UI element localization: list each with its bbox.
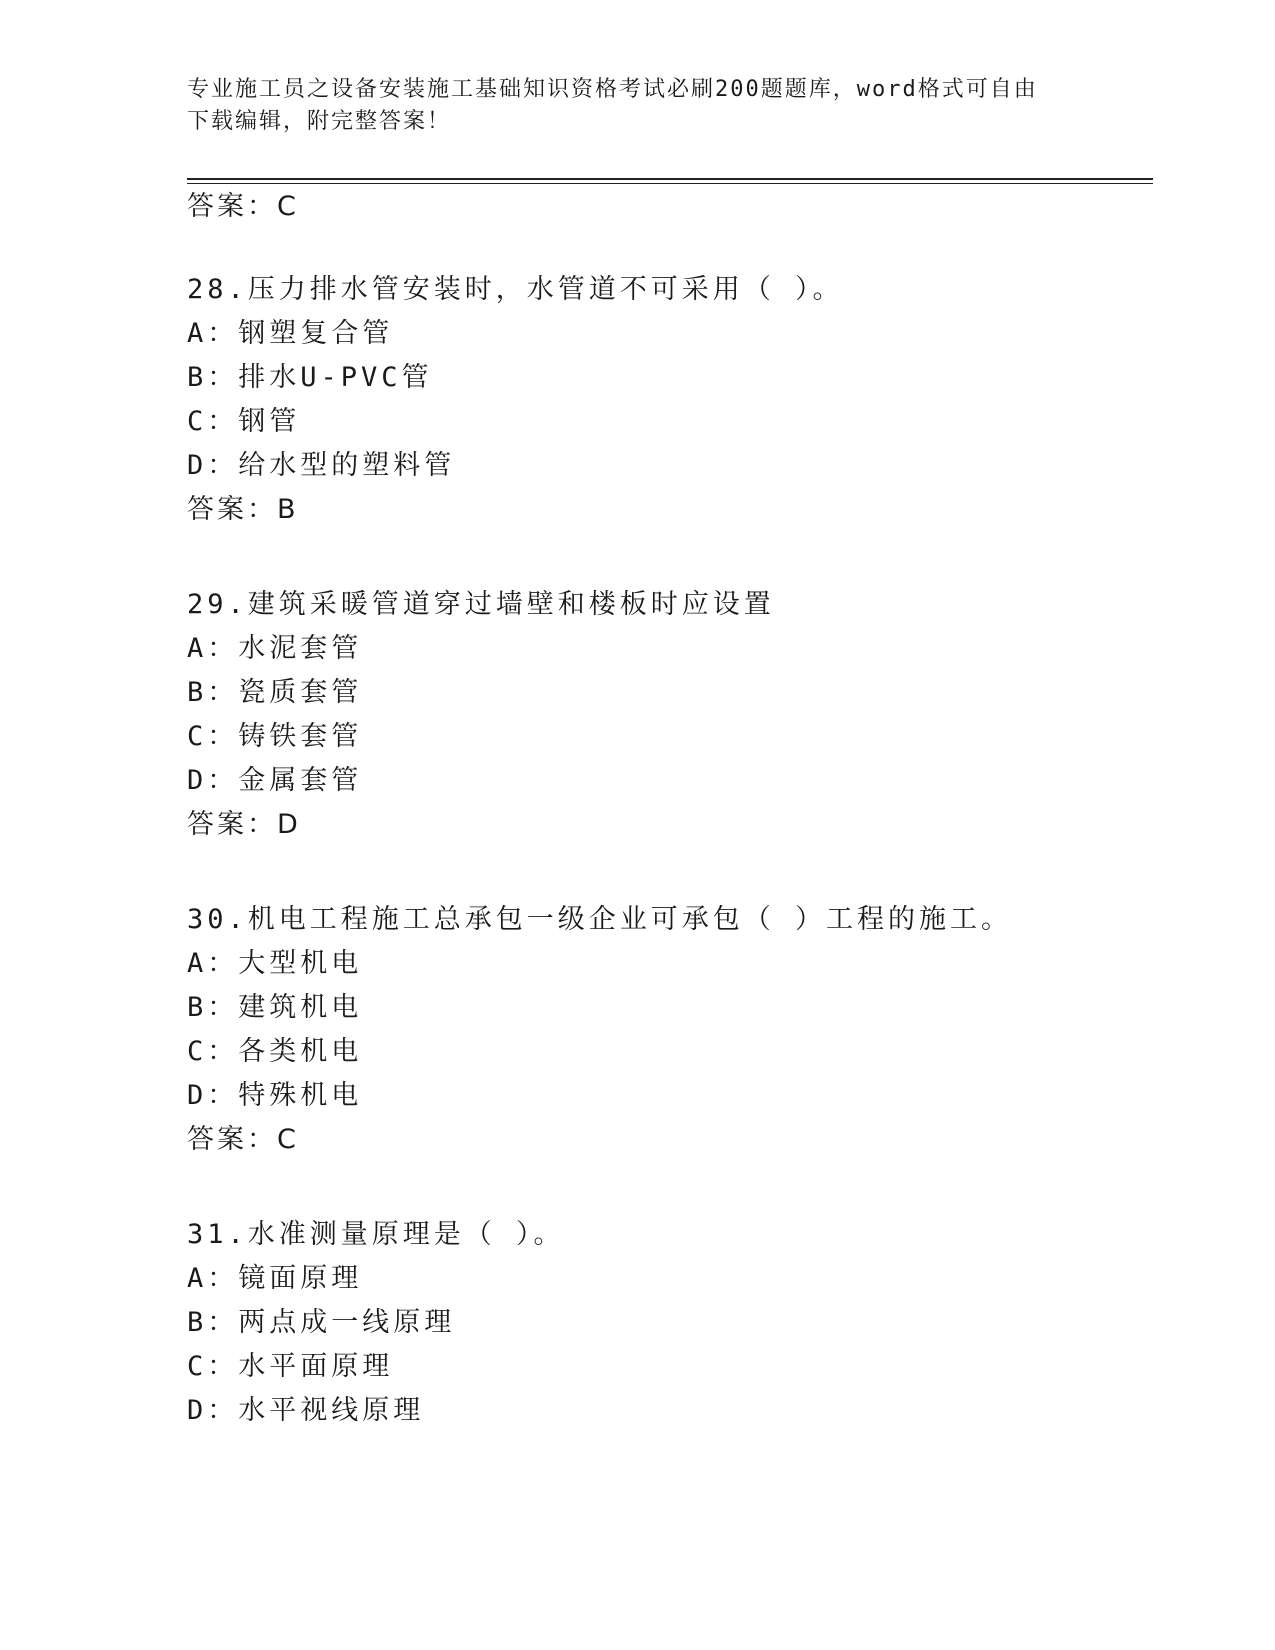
- question-29-option-c: C：铸铁套管: [187, 721, 363, 752]
- question-28-option-a: A：钢塑复合管: [187, 318, 394, 349]
- question-30-option-d: D：特殊机电: [187, 1080, 363, 1111]
- question-28-option-b: B：排水U-PVC管: [187, 362, 433, 393]
- question-28-option-d: D：给水型的塑料管: [187, 450, 456, 481]
- previous-answer: 答案：C: [187, 191, 299, 222]
- question-29-stem: 29.建筑采暖管道穿过墙壁和楼板时应设置: [187, 589, 775, 620]
- question-30-answer: 答案：C: [187, 1124, 299, 1155]
- document-header: [187, 74, 1067, 138]
- question-30-stem: 30.机电工程施工总承包一级企业可承包（ ）工程的施工。: [187, 904, 1013, 935]
- question-28-answer: 答案：B: [187, 494, 299, 525]
- question-31-option-a: A：镜面原理: [187, 1263, 363, 1294]
- question-29-option-d: D：金属套管: [187, 765, 363, 796]
- question-30-option-c: C：各类机电: [187, 1036, 363, 1067]
- header-divider-thick: [187, 178, 1153, 180]
- header-line-2: 下载编辑，附完整答案！: [187, 109, 452, 134]
- question-29-option-b: B：瓷质套管: [187, 677, 363, 708]
- question-31-option-d: D：水平视线原理: [187, 1395, 425, 1426]
- question-30-option-b: B：建筑机电: [187, 992, 363, 1023]
- question-30-option-a: A：大型机电: [187, 948, 363, 979]
- header-divider-thin: [187, 183, 1153, 184]
- header-line-1: 专业施工员之设备安装施工基础知识资格考试必刷200题题库，word格式可自由: [187, 77, 1038, 102]
- question-29-answer: 答案：D: [187, 809, 301, 840]
- question-29-option-a: A：水泥套管: [187, 633, 363, 664]
- question-28-option-c: C：钢管: [187, 406, 301, 437]
- question-31-option-b: B：两点成一线原理: [187, 1307, 456, 1338]
- question-28-stem: 28.压力排水管安装时，水管道不可采用（ ）。: [187, 274, 844, 305]
- question-31-stem: 31.水准测量原理是（ ）。: [187, 1219, 565, 1250]
- question-31-option-c: C：水平面原理: [187, 1351, 394, 1382]
